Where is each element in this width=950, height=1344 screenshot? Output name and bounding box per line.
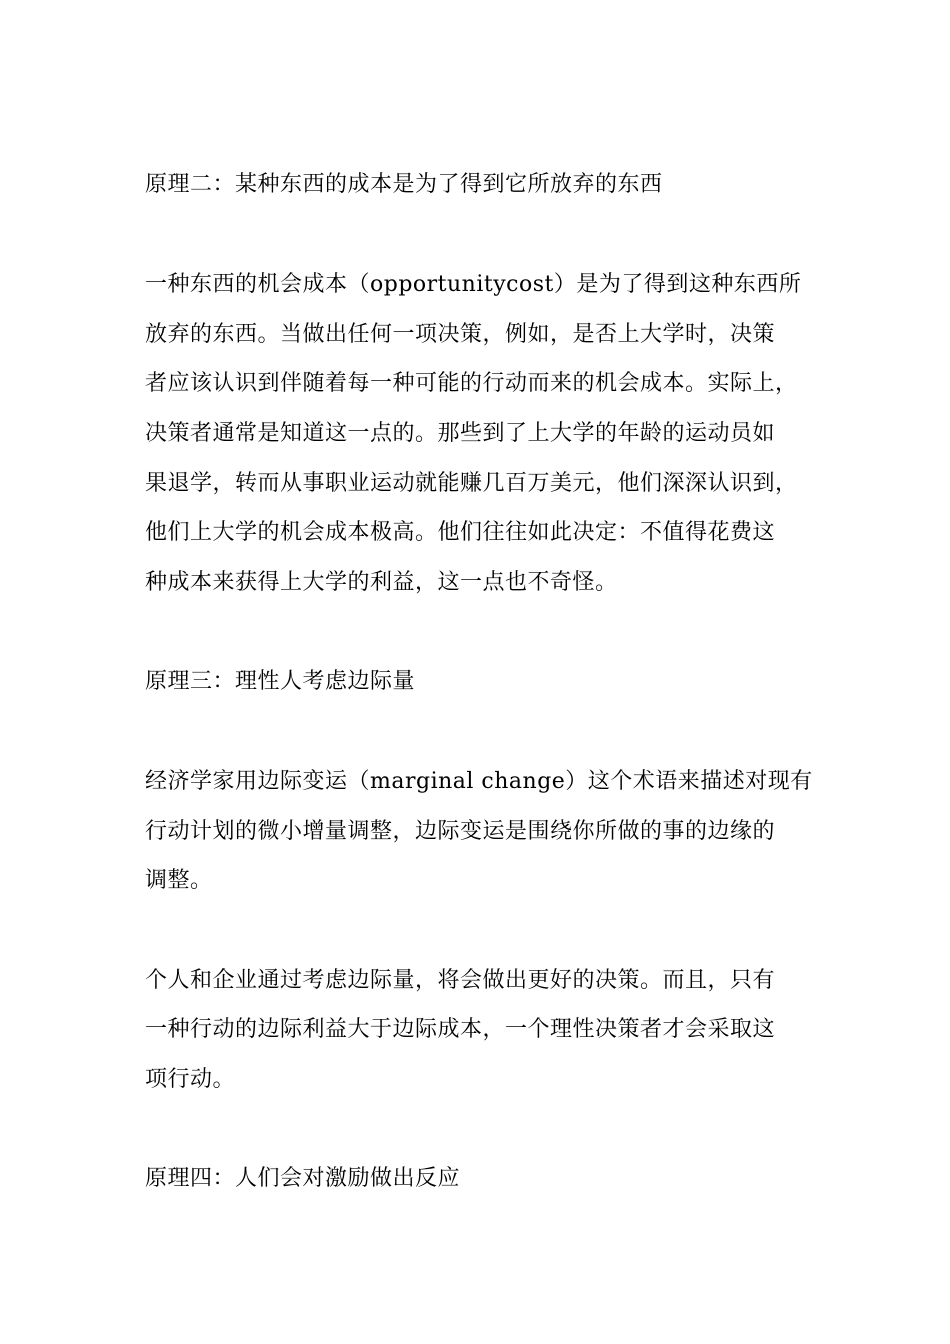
principle-three-heading: 原理三：理性人考虑边际量 (145, 669, 416, 694)
paragraph-line: 者应该认识到伴随着每一种可能的行动而来的机会成本。实际上， (145, 371, 798, 396)
paragraph-line: 一种东西的机会成本（opportunitycost）是为了得到这种东西所 (145, 272, 802, 297)
paragraph-line: 经济学家用边际变运（marginal change）这个术语来描述对现有 (145, 769, 813, 794)
paragraph-line: 决策者通常是知道这一点的。那些到了上大学的年龄的运动员如 (145, 421, 776, 446)
principle-two-heading: 原理二：某种东西的成本是为了得到它所放弃的东西 (145, 172, 663, 197)
paragraph-line: 果退学，转而从事职业运动就能赚几百万美元，他们深深认识到， (145, 471, 798, 496)
paragraph-line: 他们上大学的机会成本极高。他们往往如此决定：不值得花费这 (145, 520, 776, 545)
paragraph-line: 放弃的东西。当做出任何一项决策，例如，是否上大学时，决策 (145, 322, 776, 347)
paragraph-line: 项行动。 (145, 1067, 236, 1092)
paragraph-line: 调整。 (145, 868, 213, 893)
paragraph-line: 个人和企业通过考虑边际量，将会做出更好的决策。而且，只有 (145, 968, 776, 993)
principle-four-heading: 原理四：人们会对激励做出反应 (145, 1166, 461, 1191)
paragraph-line: 种成本来获得上大学的利益，这一点也不奇怪。 (145, 570, 618, 595)
paragraph-line: 行动计划的微小增量调整，边际变运是围绕你所做的事的边缘的 (145, 819, 776, 844)
paragraph-line: 一种行动的边际利益大于边际成本，一个理性决策者才会采取这 (145, 1017, 776, 1042)
